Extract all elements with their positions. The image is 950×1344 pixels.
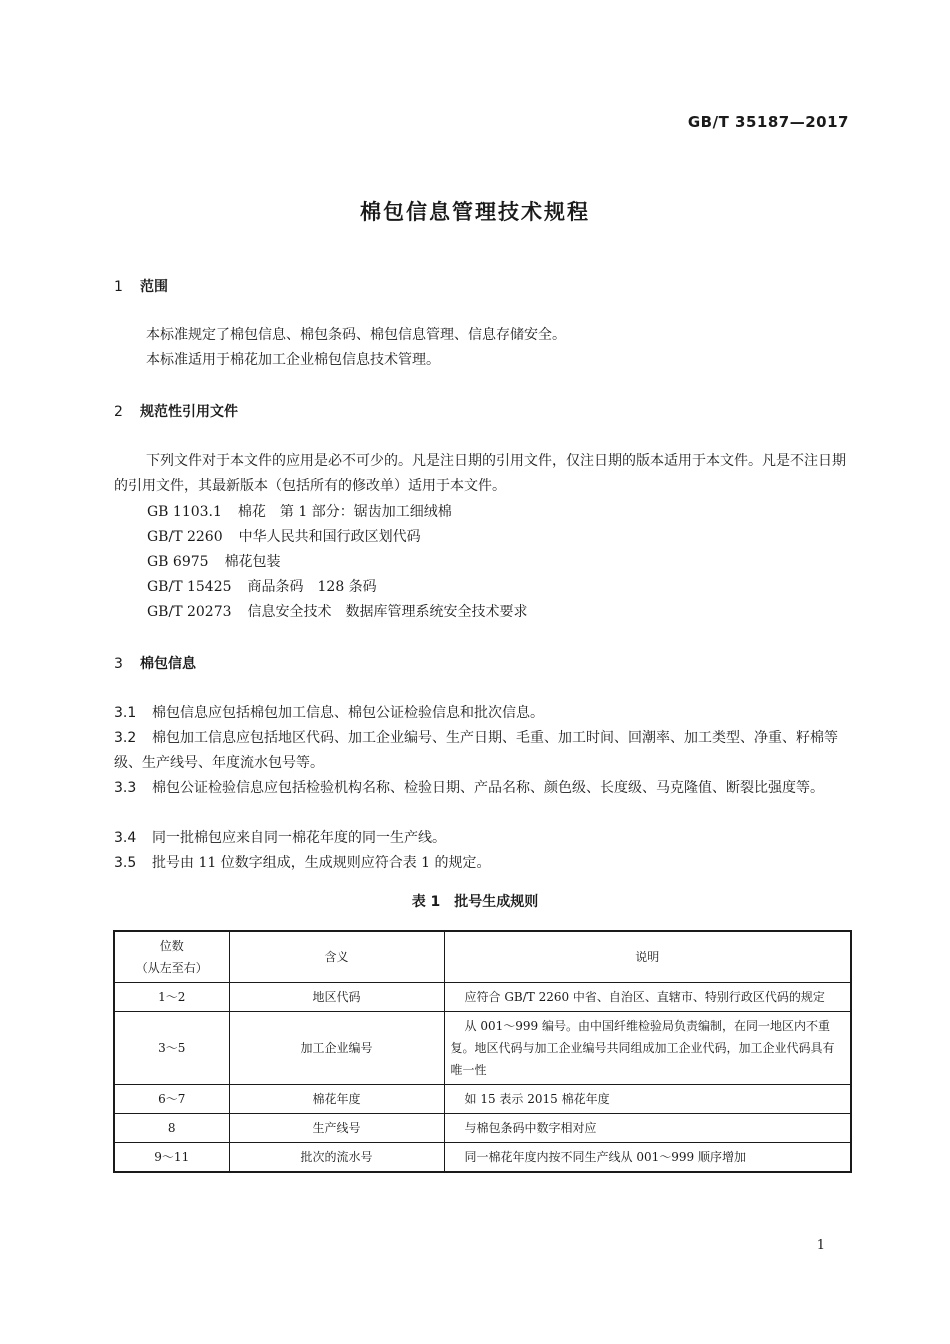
cell-digits: 8 xyxy=(114,1114,229,1143)
reference-title: 信息安全技术 数据库管理系统安全技术要求 xyxy=(247,604,528,620)
reference-item xyxy=(147,601,528,621)
cell-meaning: 加工企业编号 xyxy=(229,1012,444,1085)
standard-code: GB/T 35187—2017 xyxy=(687,113,849,131)
cell-digits: 3～5 xyxy=(114,1012,229,1085)
cell-note: 与棉包条码中数字相对应 xyxy=(444,1114,851,1143)
section-number: 1 xyxy=(114,279,123,295)
reference-title: 中华人民共和国行政区划代码 xyxy=(238,529,421,545)
clause-3-3 xyxy=(114,776,850,801)
section-number: 3 xyxy=(114,656,123,672)
section-2-heading xyxy=(114,401,238,421)
cell-digits: 9～11 xyxy=(114,1143,229,1173)
cell-note: 从 001～999 编号。由中国纤维检验局负责编制，在同一地区内不重复。地区代码与加工企业编号共同组成加工企业代码，加工企业代码具有唯一性 xyxy=(444,1012,851,1085)
clause-number: 3.3 xyxy=(114,780,137,796)
reference-code: GB/T 2260 xyxy=(147,529,223,545)
reference-code: GB/T 15425 xyxy=(147,579,232,595)
header-digits-line1: 位数 xyxy=(159,939,184,953)
header-digits-line2: （从左至右） xyxy=(135,961,208,975)
reference-item xyxy=(147,526,421,546)
clause-text: 棉包公证检验信息应包括检验机构名称、检验日期、产品名称、颜色级、长度级、马克隆值、断裂比强度等。 xyxy=(152,780,824,796)
section-1-heading xyxy=(114,276,168,296)
clause-3-5 xyxy=(114,851,850,876)
clause-number: 3.2 xyxy=(114,730,137,746)
document-title: 棉包信息管理技术规程 xyxy=(360,200,590,224)
table-row xyxy=(114,983,851,1012)
page-number: 1 xyxy=(816,1238,825,1253)
table-row xyxy=(114,1012,851,1085)
cell-meaning: 批次的流水号 xyxy=(229,1143,444,1173)
reference-title: 商品条码 128 条码 xyxy=(247,579,377,595)
clause-text: 同一批棉包应来自同一棉花年度的同一生产线。 xyxy=(152,830,446,846)
table-caption: 表 1 批号生成规则 xyxy=(411,894,539,910)
reference-item xyxy=(147,576,377,596)
table-row xyxy=(114,1143,851,1173)
section-title: 范围 xyxy=(140,279,168,295)
paragraph: 本标准适用于棉花加工企业棉包信息技术管理。 xyxy=(146,352,440,368)
clause-text: 棉包加工信息应包括地区代码、加工企业编号、生产日期、毛重、加工时间、回潮率、加工类型、净重、籽棉等级、生产线号、年度流水包号等。 xyxy=(114,730,838,771)
reference-title: 棉花包装 xyxy=(224,554,281,570)
header-note: 说明 xyxy=(444,931,851,983)
cell-note: 同一棉花年度内按不同生产线从 001～999 顺序增加 xyxy=(444,1143,851,1173)
reference-code: GB 1103.1 xyxy=(147,504,222,520)
table-row xyxy=(114,1114,851,1143)
cell-meaning: 地区代码 xyxy=(229,983,444,1012)
section-number: 2 xyxy=(114,404,123,420)
clause-3-1 xyxy=(114,701,850,726)
clause-number: 3.5 xyxy=(114,855,137,871)
references-intro: 下列文件对于本文件的应用是必不可少的。凡是注日期的引用文件，仅注日期的版本适用于本文件。凡是不注日期的引用文件，其最新版本（包括所有的修改单）适用于本文件。 xyxy=(114,453,846,494)
table-row xyxy=(114,1085,851,1114)
cell-digits: 1～2 xyxy=(114,983,229,1012)
section-3-heading xyxy=(114,653,196,673)
reference-title: 棉花 第 1 部分：锯齿加工细绒棉 xyxy=(237,504,452,520)
section-title: 棉包信息 xyxy=(140,656,196,672)
reference-code: GB/T 20273 xyxy=(147,604,232,620)
header-digits xyxy=(114,931,229,983)
cell-digits: 6～7 xyxy=(114,1085,229,1114)
clause-text: 批号由 11 位数字组成，生成规则应符合表 1 的规定。 xyxy=(152,855,491,871)
clause-3-4 xyxy=(114,826,850,851)
header-meaning: 含义 xyxy=(229,931,444,983)
reference-code: GB 6975 xyxy=(147,554,209,570)
cell-note: 应符合 GB/T 2260 中省、自治区、直辖市、特别行政区代码的规定 xyxy=(444,983,851,1012)
batch-number-rules-table xyxy=(113,930,852,1173)
paragraph: 本标准规定了棉包信息、棉包条码、棉包信息管理、信息存储安全。 xyxy=(146,327,566,343)
clause-3-2 xyxy=(114,726,850,776)
clause-number: 3.4 xyxy=(114,830,137,846)
reference-item xyxy=(147,551,281,571)
reference-item xyxy=(147,501,452,521)
clause-number: 3.1 xyxy=(114,705,137,721)
cell-meaning: 生产线号 xyxy=(229,1114,444,1143)
table-header-row xyxy=(114,931,851,983)
clause-text: 棉包信息应包括棉包加工信息、棉包公证检验信息和批次信息。 xyxy=(152,705,544,721)
section-title: 规范性引用文件 xyxy=(140,404,238,420)
cell-meaning: 棉花年度 xyxy=(229,1085,444,1114)
cell-note: 如 15 表示 2015 棉花年度 xyxy=(444,1085,851,1114)
